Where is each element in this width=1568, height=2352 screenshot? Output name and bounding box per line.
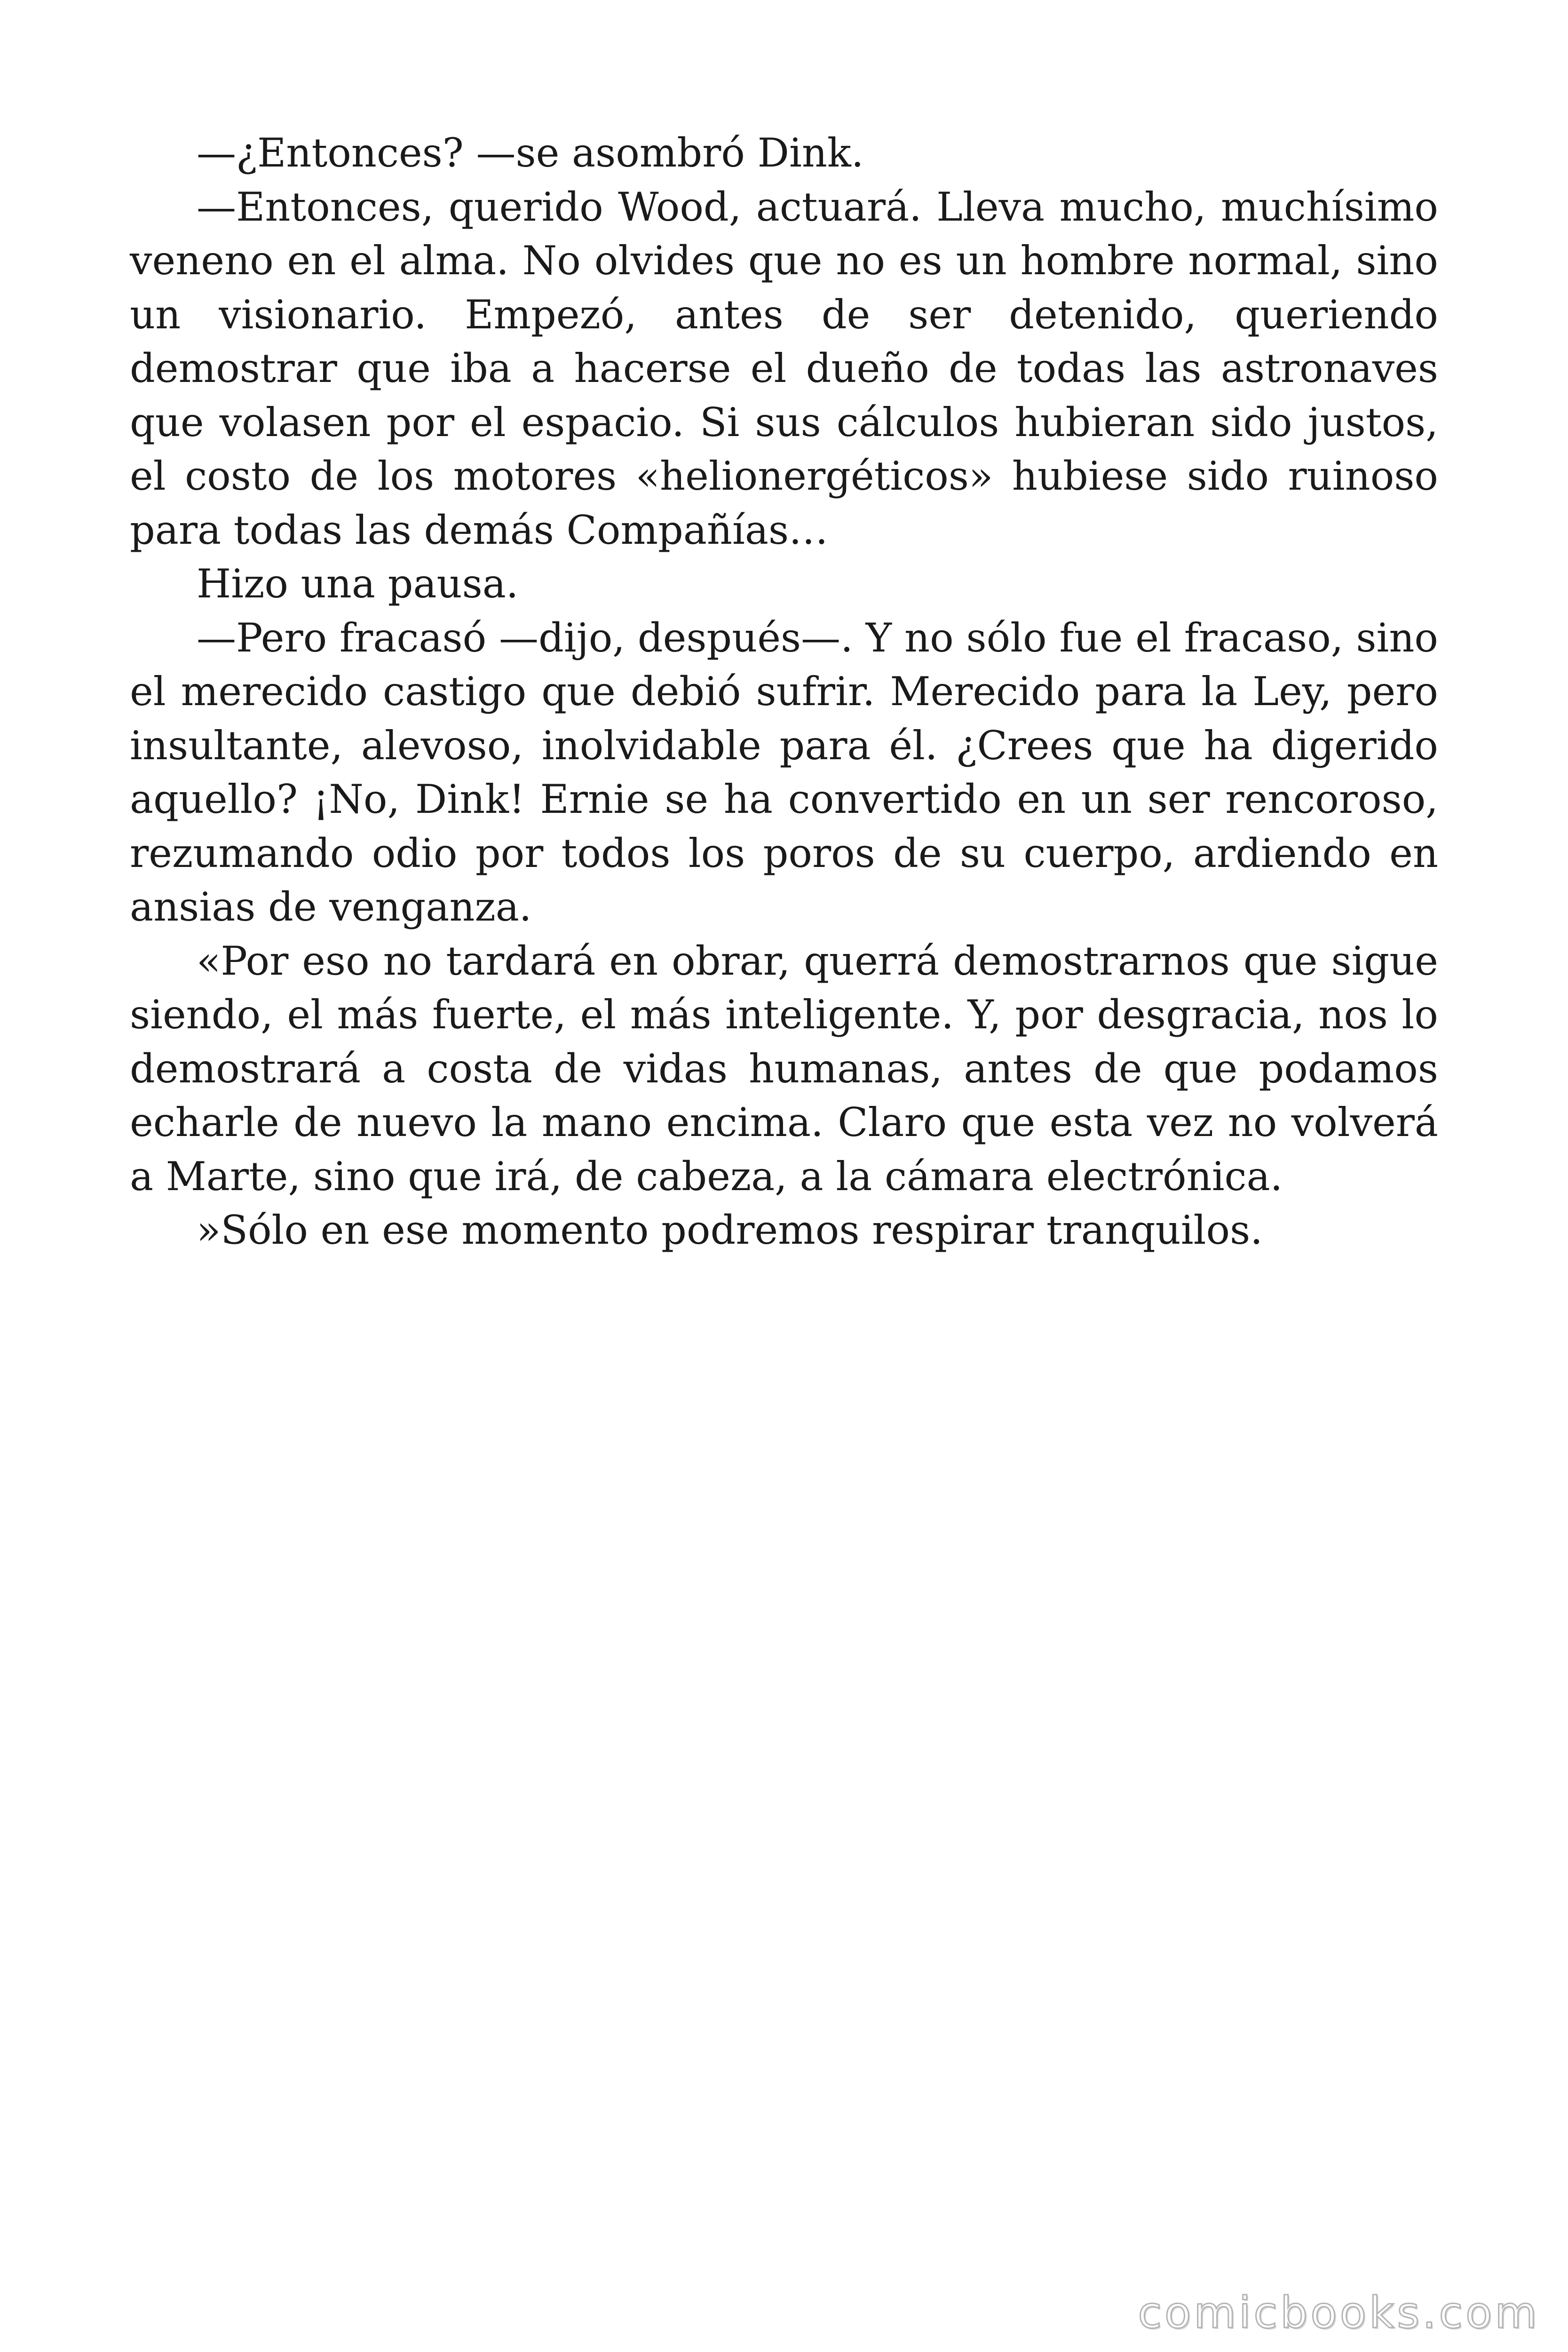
paragraph: —Pero fracasó —dijo, después—. Y no sólo fue el fracaso, sino el merecido castigo que debió sufrir. Merecido para la Ley, pero insultante, alevoso, inolvidable para él. ¿Crees que ha digerido aquello? ¡No, Dink! Ernie se ha convertido en un ser rencoroso, rezumando odio por todos los poros de su cuerpo, ardiendo en ansias de venganza.	[130, 614, 1438, 930]
paragraph: »Sólo en ese momento podremos respirar tranquilos.	[197, 1207, 1263, 1253]
paragraph: —¿Entonces? —se asombró Dink.	[197, 130, 864, 176]
paragraph: Hizo una pausa.	[197, 561, 519, 607]
body-text	[130, 126, 1438, 1257]
paragraph: «Por eso no tardará en obrar, querrá demostrarnos que sigue siendo, el más fuerte, el más inteligente. Y, por desgracia, nos lo demostrará a costa de vidas humanas, antes de que podamos echarle de nuevo la mano encima. Claro que esta vez no volverá a Marte, sino que irá, de cabeza, a la cámara electrónica.	[130, 938, 1438, 1200]
paragraph: —Entonces, querido Wood, actuará. Lleva mucho, muchísimo veneno en el alma. No olvides que no es un hombre normal, sino un visionario. Empezó, antes de ser detenido, queriendo demostrar que iba a hacerse el dueño de todas las astronaves que volasen por el espacio. Si sus cálculos hubieran sido justos, el costo de los motores «helionergéticos» hubiese sido ruinoso para todas las demás Compañías…	[130, 183, 1438, 553]
watermark: comicbooks.com	[1138, 2288, 1540, 2338]
